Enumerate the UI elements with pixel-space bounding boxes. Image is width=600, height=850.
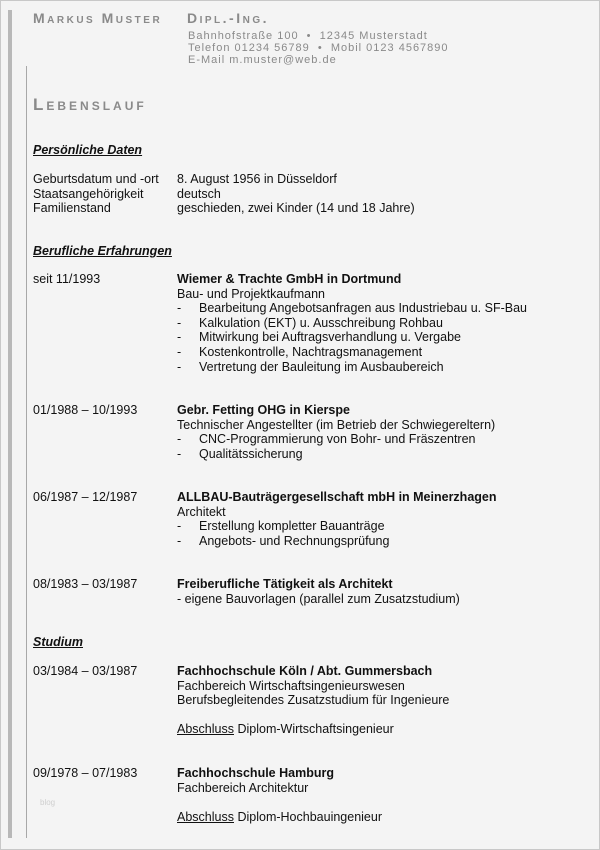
list-item: - Kalkulation (EKT) u. Ausschreibung Rohbau xyxy=(177,316,527,331)
company: Wiemer & Trachte GmbH in Dortmund xyxy=(177,272,402,286)
watermark: blog xyxy=(40,798,56,807)
career-entry xyxy=(177,403,495,461)
company: Freiberufliche Tätigkeit als Architekt xyxy=(177,577,393,591)
list-item: - Vertretung der Bauleitung im Ausbaubereich xyxy=(177,360,527,375)
entry-date: 03/1984 – 03/1987 xyxy=(33,664,138,678)
email: E-Mail m.muster@web.de xyxy=(188,53,337,66)
list-item: - Erstellung kompletter Bauanträge xyxy=(177,519,497,534)
degree xyxy=(177,810,382,825)
company: Gebr. Fetting OHG in Kierspe xyxy=(177,403,350,417)
degree-value: Diplom-Wirtschaftsingenieur xyxy=(237,722,394,737)
section-heading-study: Studium xyxy=(33,635,83,649)
degree-label: Abschluss xyxy=(177,722,234,737)
study-line: Fachbereich Wirtschaftsingenieurswesen xyxy=(177,678,405,693)
study-entry xyxy=(177,664,449,737)
left-accent-bar xyxy=(8,10,12,838)
list-item: - Qualitätssicherung xyxy=(177,447,495,462)
career-entry xyxy=(177,272,527,374)
phone: Telefon 01234 56789 • Mobil 0123 4567890 xyxy=(188,41,449,54)
school: Fachhochschule Köln / Abt. Gummersbach xyxy=(177,664,433,678)
career-entry xyxy=(177,490,497,548)
contact-block xyxy=(188,31,449,66)
personal-labels xyxy=(33,172,159,216)
entry-date: 08/1983 – 03/1987 xyxy=(33,577,138,591)
study-line: Fachbereich Architektur xyxy=(177,780,309,795)
section-heading-personal: Persönliche Daten xyxy=(33,143,143,157)
header-name: Markus Muster xyxy=(33,10,163,26)
left-rule xyxy=(26,66,27,838)
entry-date: 09/1978 – 07/1983 xyxy=(33,766,138,780)
section-heading-career: Berufliche Erfahrungen xyxy=(33,244,172,258)
list-item: - Angebots- und Rechnungsprüfung xyxy=(177,534,497,549)
role: - eigene Bauvorlagen (parallel zum Zusatzstudium) xyxy=(177,591,460,606)
address: Bahnhofstraße 100 • 12345 Musterstadt xyxy=(188,30,428,42)
study-entry xyxy=(177,766,382,824)
entry-date: 06/1987 – 12/1987 xyxy=(33,490,138,504)
value: deutsch xyxy=(177,186,221,201)
degree-label: Abschluss xyxy=(177,809,234,824)
degree-value: Diplom-Hochbauingenieur xyxy=(237,809,382,824)
role: Architekt xyxy=(177,504,226,519)
label: Geburtsdatum und -ort xyxy=(33,172,159,186)
value: geschieden, zwei Kinder (14 und 18 Jahre) xyxy=(177,201,415,216)
personal-values xyxy=(177,172,415,216)
role: Bau- und Projektkaufmann xyxy=(177,286,326,301)
list-item: - Mitwirkung bei Auftragsverhandlung u. Vergabe xyxy=(177,330,527,345)
list-item: - Kostenkontrolle, Nachtragsmanagement xyxy=(177,345,527,360)
entry-date: 01/1988 – 10/1993 xyxy=(33,403,138,417)
role: Technischer Angestellter (im Betrieb der Schwiegereltern) xyxy=(177,417,496,432)
degree xyxy=(177,722,449,737)
list-item: - Bearbeitung Angebotsanfragen aus Industriebau u. SF-Bau xyxy=(177,301,527,316)
study-line: Berufsbegleitendes Zusatzstudium für Ingenieure xyxy=(177,693,450,708)
school: Fachhochschule Hamburg xyxy=(177,766,334,780)
company: ALLBAU-Bauträgergesellschaft mbH in Meinerzhagen xyxy=(177,490,497,504)
career-entry xyxy=(177,577,460,606)
list-item: - CNC-Programmierung von Bohr- und Fräszentren xyxy=(177,432,495,447)
entry-date: seit 11/1993 xyxy=(33,272,101,286)
label: Familienstand xyxy=(33,201,111,216)
label: Staatsangehörigkeit xyxy=(33,186,144,201)
header-title: Dipl.-Ing. xyxy=(187,10,269,26)
document-title: Lebenslauf xyxy=(33,95,147,114)
value: 8. August 1956 in Düsseldorf xyxy=(177,172,337,186)
